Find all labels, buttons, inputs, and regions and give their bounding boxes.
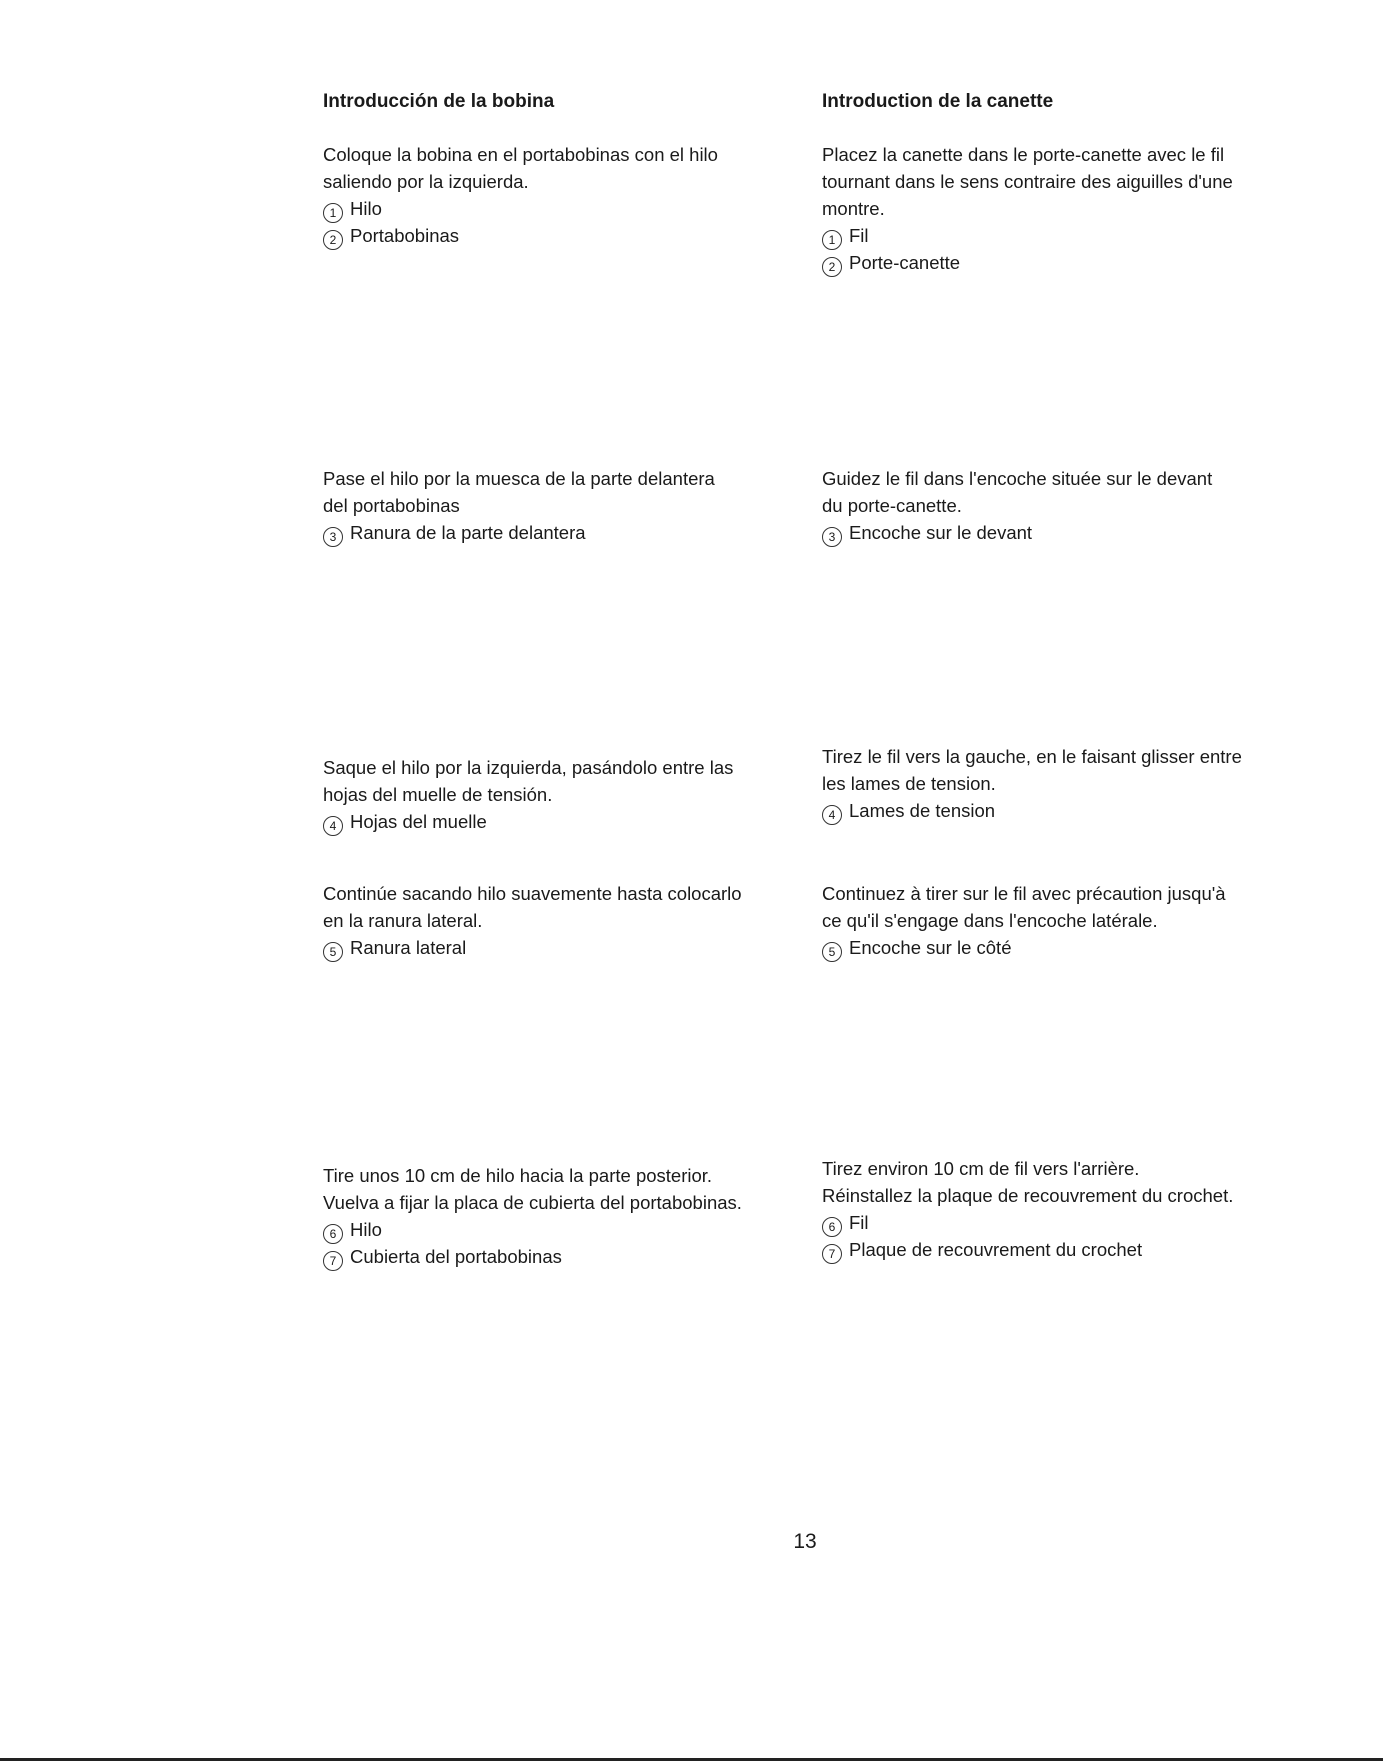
spanish-heading: Introducción de la bobina: [323, 91, 555, 112]
callout-item: [822, 1209, 1233, 1236]
callout-label: Plaque de recouvrement du crochet: [849, 1239, 1143, 1260]
spanish-step-5: [323, 1162, 742, 1270]
french-step-5: [822, 1155, 1233, 1263]
callout-label: Portabobinas: [350, 225, 460, 246]
circled-number-icon: 6: [323, 1224, 343, 1244]
french-step-3: [822, 743, 1242, 824]
circled-number-icon: 1: [323, 203, 343, 223]
paragraph-line: du porte-canette.: [822, 495, 962, 516]
callout-item: [822, 222, 1233, 249]
callout-item: [323, 934, 742, 961]
circled-number-icon: 4: [323, 816, 343, 836]
circled-number-icon: 5: [822, 942, 842, 962]
callout-item: [323, 519, 715, 546]
callout-label: Ranura de la parte delantera: [350, 522, 586, 543]
callout-label: Hilo: [350, 198, 382, 219]
callout-item: [822, 934, 1226, 961]
paragraph-line: del portabobinas: [323, 495, 460, 516]
spanish-step-2: [323, 465, 715, 546]
paragraph-line: Pase el hilo por la muesca de la parte delantera: [323, 468, 715, 489]
callout-label: Hilo: [350, 1219, 382, 1240]
circled-number-icon: 6: [822, 1217, 842, 1237]
callout-label: Lames de tension: [849, 800, 996, 821]
spanish-step-1: [323, 141, 718, 249]
paragraph-line: Guidez le fil dans l'encoche située sur le devant: [822, 468, 1213, 489]
paragraph-line: saliendo por la izquierda.: [323, 171, 529, 192]
french-step-4: [822, 880, 1226, 961]
paragraph-line: Tirez environ 10 cm de fil vers l'arrière.: [822, 1158, 1140, 1179]
paragraph-line: en la ranura lateral.: [323, 910, 483, 931]
callout-label: Porte-canette: [849, 252, 961, 273]
callout-label: Encoche sur le devant: [849, 522, 1033, 543]
paragraph-line: Réinstallez la plaque de recouvrement du crochet.: [822, 1185, 1234, 1206]
french-step-2: [822, 465, 1212, 546]
callout-item: [323, 1243, 742, 1270]
callout-item: [323, 222, 718, 249]
paragraph-line: Tire unos 10 cm de hilo hacia la parte posterior.: [323, 1165, 713, 1186]
callout-item: [323, 195, 718, 222]
page-number: 13: [793, 1530, 817, 1553]
paragraph-line: Continúe sacando hilo suavemente hasta colocarlo: [323, 883, 742, 904]
circled-number-icon: 4: [822, 805, 842, 825]
callout-item: [323, 1216, 742, 1243]
callout-item: [822, 519, 1212, 546]
paragraph-line: hojas del muelle de tensión.: [323, 784, 553, 805]
callout-item: [822, 1236, 1233, 1263]
paragraph-line: Placez la canette dans le porte-canette avec le fil: [822, 144, 1225, 165]
paragraph-line: Continuez à tirer sur le fil avec précaution jusqu'à: [822, 883, 1226, 904]
callout-item: [822, 797, 1242, 824]
callout-label: Encoche sur le côté: [849, 937, 1012, 958]
circled-number-icon: 2: [822, 257, 842, 277]
paragraph-line: Saque el hilo por la izquierda, pasándolo entre las: [323, 757, 734, 778]
circled-number-icon: 1: [822, 230, 842, 250]
circled-number-icon: 2: [323, 230, 343, 250]
paragraph-line: Vuelva a fijar la placa de cubierta del portabobinas.: [323, 1192, 742, 1213]
circled-number-icon: 7: [822, 1244, 842, 1264]
paragraph-line: ce qu'il s'engage dans l'encoche latérale.: [822, 910, 1158, 931]
french-heading: Introduction de la canette: [822, 91, 1054, 112]
spanish-step-4: [323, 880, 742, 961]
spanish-step-3: [323, 754, 733, 835]
paragraph-line: les lames de tension.: [822, 773, 996, 794]
paragraph-line: montre.: [822, 198, 885, 219]
paragraph-line: tournant dans le sens contraire des aiguilles d'une: [822, 171, 1233, 192]
paragraph-line: Tirez le fil vers la gauche, en le faisant glisser entre: [822, 746, 1242, 767]
circled-number-icon: 3: [822, 527, 842, 547]
callout-label: Cubierta del portabobinas: [350, 1246, 562, 1267]
callout-label: Ranura lateral: [350, 937, 467, 958]
circled-number-icon: 7: [323, 1251, 343, 1271]
circled-number-icon: 5: [323, 942, 343, 962]
callout-label: Fil: [849, 225, 869, 246]
callout-item: [323, 808, 733, 835]
callout-label: Hojas del muelle: [350, 811, 487, 832]
callout-label: Fil: [849, 1212, 869, 1233]
callout-item: [822, 249, 1233, 276]
circled-number-icon: 3: [323, 527, 343, 547]
french-step-1: [822, 141, 1233, 276]
paragraph-line: Coloque la bobina en el portabobinas con el hilo: [323, 144, 718, 165]
